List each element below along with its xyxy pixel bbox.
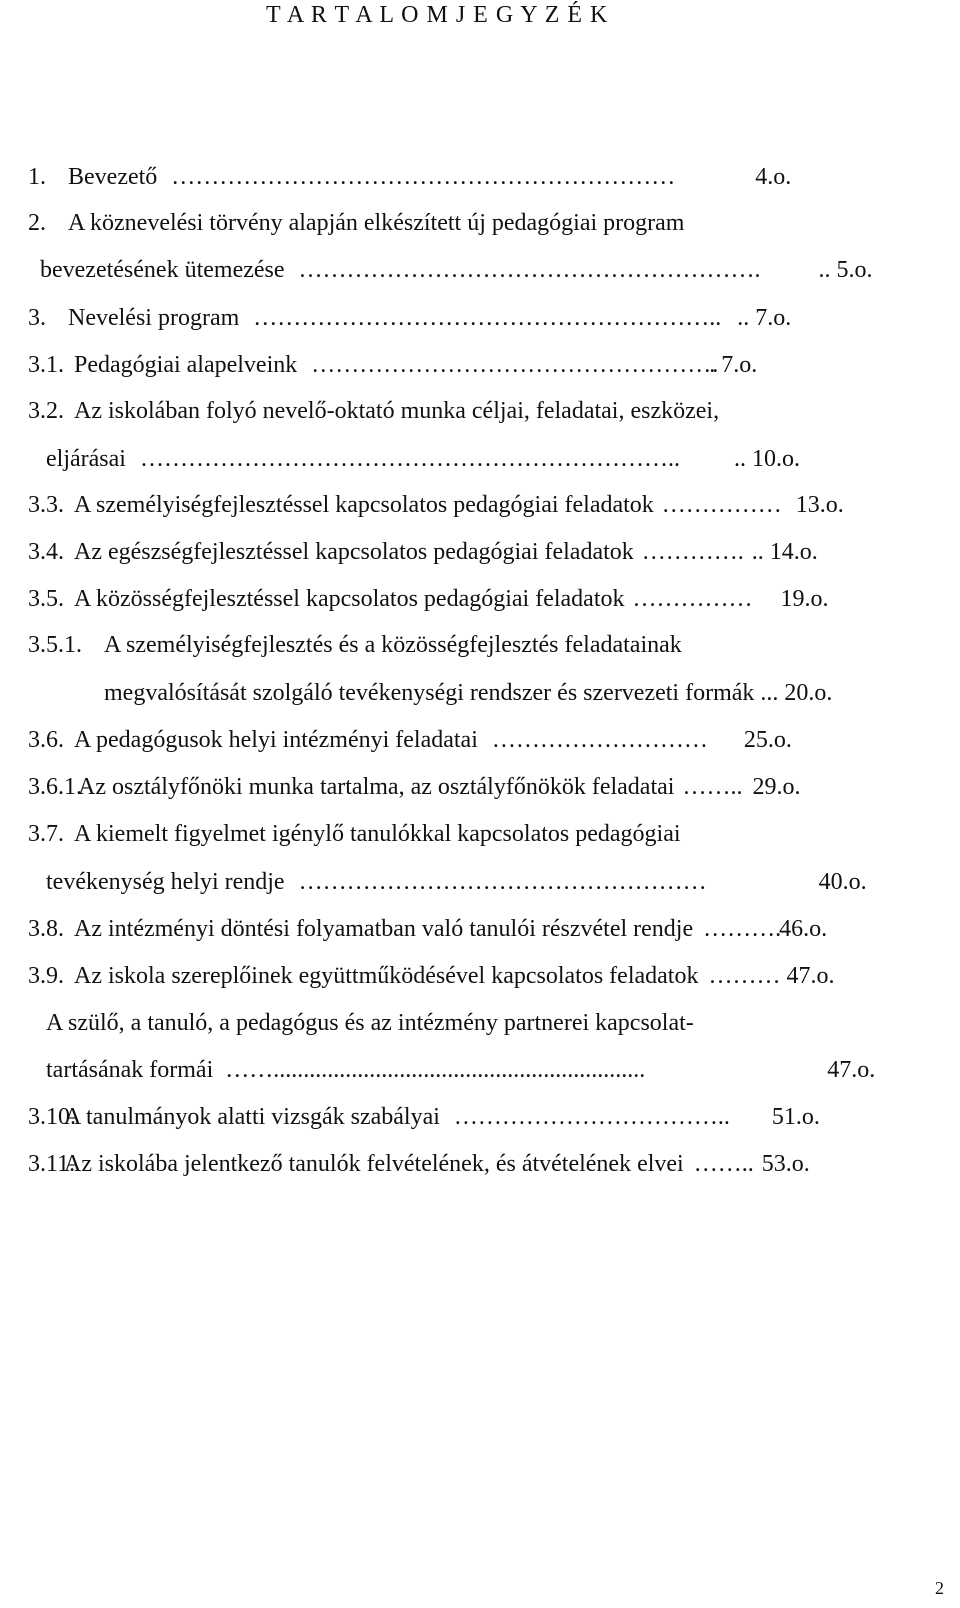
toc-entry-title: Az intézményi döntési folyamatban való tanulói részvétel rendje xyxy=(74,916,694,942)
toc-entry-leader: …………………………………………… xyxy=(311,352,720,378)
toc-entry xyxy=(104,680,832,710)
toc-entry-page: .. 7.o. xyxy=(737,305,792,331)
toc-entry xyxy=(28,210,684,240)
toc-entry xyxy=(46,1057,875,1087)
toc-entry-number: 3.4. xyxy=(28,539,64,565)
toc-entry-page: .. 5.o. xyxy=(818,257,873,283)
toc-entry-title: tevékenység helyi rendje xyxy=(46,869,285,895)
toc-entry xyxy=(28,164,791,194)
toc-entry-page: 53.o. xyxy=(761,1151,810,1177)
toc-entry-page: 47.o. xyxy=(827,1057,876,1083)
toc-entry-title: Az iskola szereplőinek együttműködésével kapcsolatos feladatok xyxy=(74,963,699,989)
toc-entry-page: ... 20.o. xyxy=(760,680,833,706)
toc-entry-leader: …………………………….. xyxy=(453,1104,730,1130)
toc-entry-number: 3.10. xyxy=(28,1104,76,1130)
toc-entry-title: Az egészségfejlesztéssel kapcsolatos pedagógiai feladatok xyxy=(74,539,634,565)
toc-entry-leader: …….. xyxy=(682,774,743,800)
toc-entry-leader: ………………………………………………….. xyxy=(253,305,722,331)
toc-entry-page: 46.o. xyxy=(779,916,828,942)
page-number: 2 xyxy=(935,1578,944,1598)
toc-entry-number: 3.5. xyxy=(28,586,64,612)
toc-entry-leader: ……………………………………………………… xyxy=(171,164,676,190)
toc-entry xyxy=(28,727,792,757)
toc-entry-page: 13.o. xyxy=(795,492,844,518)
toc-entry-page: .. 14.o. xyxy=(751,539,818,565)
toc-entry xyxy=(28,492,844,522)
toc-entry-number: 3.11. xyxy=(28,1151,76,1177)
toc-entry xyxy=(28,632,682,662)
toc-entry-leader: ……………………… xyxy=(491,727,708,753)
toc-entry-title: Az iskolában folyó nevelő-oktató munka céljai, feladatai, eszközei, xyxy=(74,398,720,424)
toc-entry-number: 3.6. xyxy=(28,727,64,753)
toc-entry xyxy=(28,539,818,569)
toc-entry-leader: ………. xyxy=(703,916,782,942)
toc-entry-title: A köznevelési törvény alapján elkészített új pedagógiai program xyxy=(68,210,685,236)
toc-entry-page: 47.o. xyxy=(786,963,835,989)
toc-entry-title: A pedagógusok helyi intézményi feladatai xyxy=(74,727,478,753)
toc-entry-page: 4.o. xyxy=(755,164,792,190)
toc-entry-leader: …………. xyxy=(641,539,744,565)
toc-entry-number: 2. xyxy=(28,210,46,236)
toc-entry xyxy=(28,1151,810,1181)
toc-entry-number: 3.3. xyxy=(28,492,64,518)
toc-entry xyxy=(40,257,873,287)
toc-entry-title: A szülő, a tanuló, a pedagógus és az intézmény partnerei kapcsolat- xyxy=(46,1010,694,1036)
toc-entry-page: . 7.o. xyxy=(709,352,758,378)
toc-entry-number: 3.6.1. xyxy=(28,774,82,800)
toc-entry xyxy=(28,963,834,993)
toc-entry-page: 51.o. xyxy=(771,1104,820,1130)
toc-entry xyxy=(28,398,719,428)
toc-entry-leader: ……… xyxy=(708,963,781,989)
toc-entry xyxy=(28,586,829,616)
toc-entry-leader: …………… xyxy=(632,586,753,612)
toc-entry-leader: …….............................................................. xyxy=(225,1057,646,1083)
toc-entry-title: megvalósítását szolgáló tevékenységi rendszer és szervezeti formák xyxy=(104,680,755,706)
toc-entry-title: A kiemelt figyelmet igénylő tanulókkal kapcsolatos pedagógiai xyxy=(74,821,681,847)
toc-entry-title: Bevezető xyxy=(68,164,158,190)
toc-entry xyxy=(46,446,800,476)
toc-entry-number: 3.2. xyxy=(28,398,64,424)
toc-entry xyxy=(46,1010,694,1040)
toc-entry-title: A tanulmányok alatti vizsgák szabályai xyxy=(64,1104,440,1130)
toc-entry-number: 1. xyxy=(28,164,46,190)
toc-entry xyxy=(28,916,827,946)
toc-entry xyxy=(28,305,791,335)
toc-entry-number: 3.8. xyxy=(28,916,64,942)
toc-entry-leader: ………………………………………………………….. xyxy=(139,446,680,472)
toc-entry-number: 3. xyxy=(28,305,46,331)
toc-entry-page: .. 10.o. xyxy=(733,446,800,472)
toc-entry-page: 25.o. xyxy=(743,727,792,753)
toc-entry-number: 3.1. xyxy=(28,352,64,378)
toc-entry-title: A személyiségfejlesztés és a közösségfejlesztés feladatainak xyxy=(104,632,682,658)
toc-entry-title: Az iskolába jelentkező tanulók felvételének, és átvételének elvei xyxy=(64,1151,684,1177)
toc-entry-leader: …………………………………………………. xyxy=(298,257,761,283)
toc-entry-leader: …………………………………………… xyxy=(298,869,707,895)
toc-entry-number: 3.5.1. xyxy=(28,632,82,658)
toc-entry-page: 19.o. xyxy=(780,586,829,612)
toc-entry-page: 40.o. xyxy=(818,869,867,895)
toc-entry-title: Pedagógiai alapelveink xyxy=(74,352,298,378)
toc-entry xyxy=(46,869,867,899)
toc-entry-title: bevezetésének ütemezése xyxy=(40,257,285,283)
toc-entry-number: 3.7. xyxy=(28,821,64,847)
toc-entry xyxy=(28,352,757,382)
toc-entry-title: A személyiségfejlesztéssel kapcsolatos pedagógiai feladatok xyxy=(74,492,654,518)
toc-entry-page: 29.o. xyxy=(752,774,801,800)
toc-entry-leader: …….. xyxy=(693,1151,754,1177)
toc-entry xyxy=(28,1104,820,1134)
toc-entry-number: 3.9. xyxy=(28,963,64,989)
toc-entry-title: A közösségfejlesztéssel kapcsolatos pedagógiai feladatok xyxy=(74,586,625,612)
toc-entry xyxy=(28,774,800,804)
toc-entry-title: Nevelési program xyxy=(68,305,240,331)
toc-entry-leader: …………… xyxy=(661,492,782,518)
toc-entry-title: tartásának formái xyxy=(46,1057,214,1083)
toc-entry-title: eljárásai xyxy=(46,446,126,472)
toc-entry xyxy=(28,821,681,851)
toc-entry-title: Az osztályfőnöki munka tartalma, az osztályfőnökök feladatai xyxy=(78,774,675,800)
page-title: T A R T A L O M J E G Y Z É K xyxy=(266,2,609,28)
